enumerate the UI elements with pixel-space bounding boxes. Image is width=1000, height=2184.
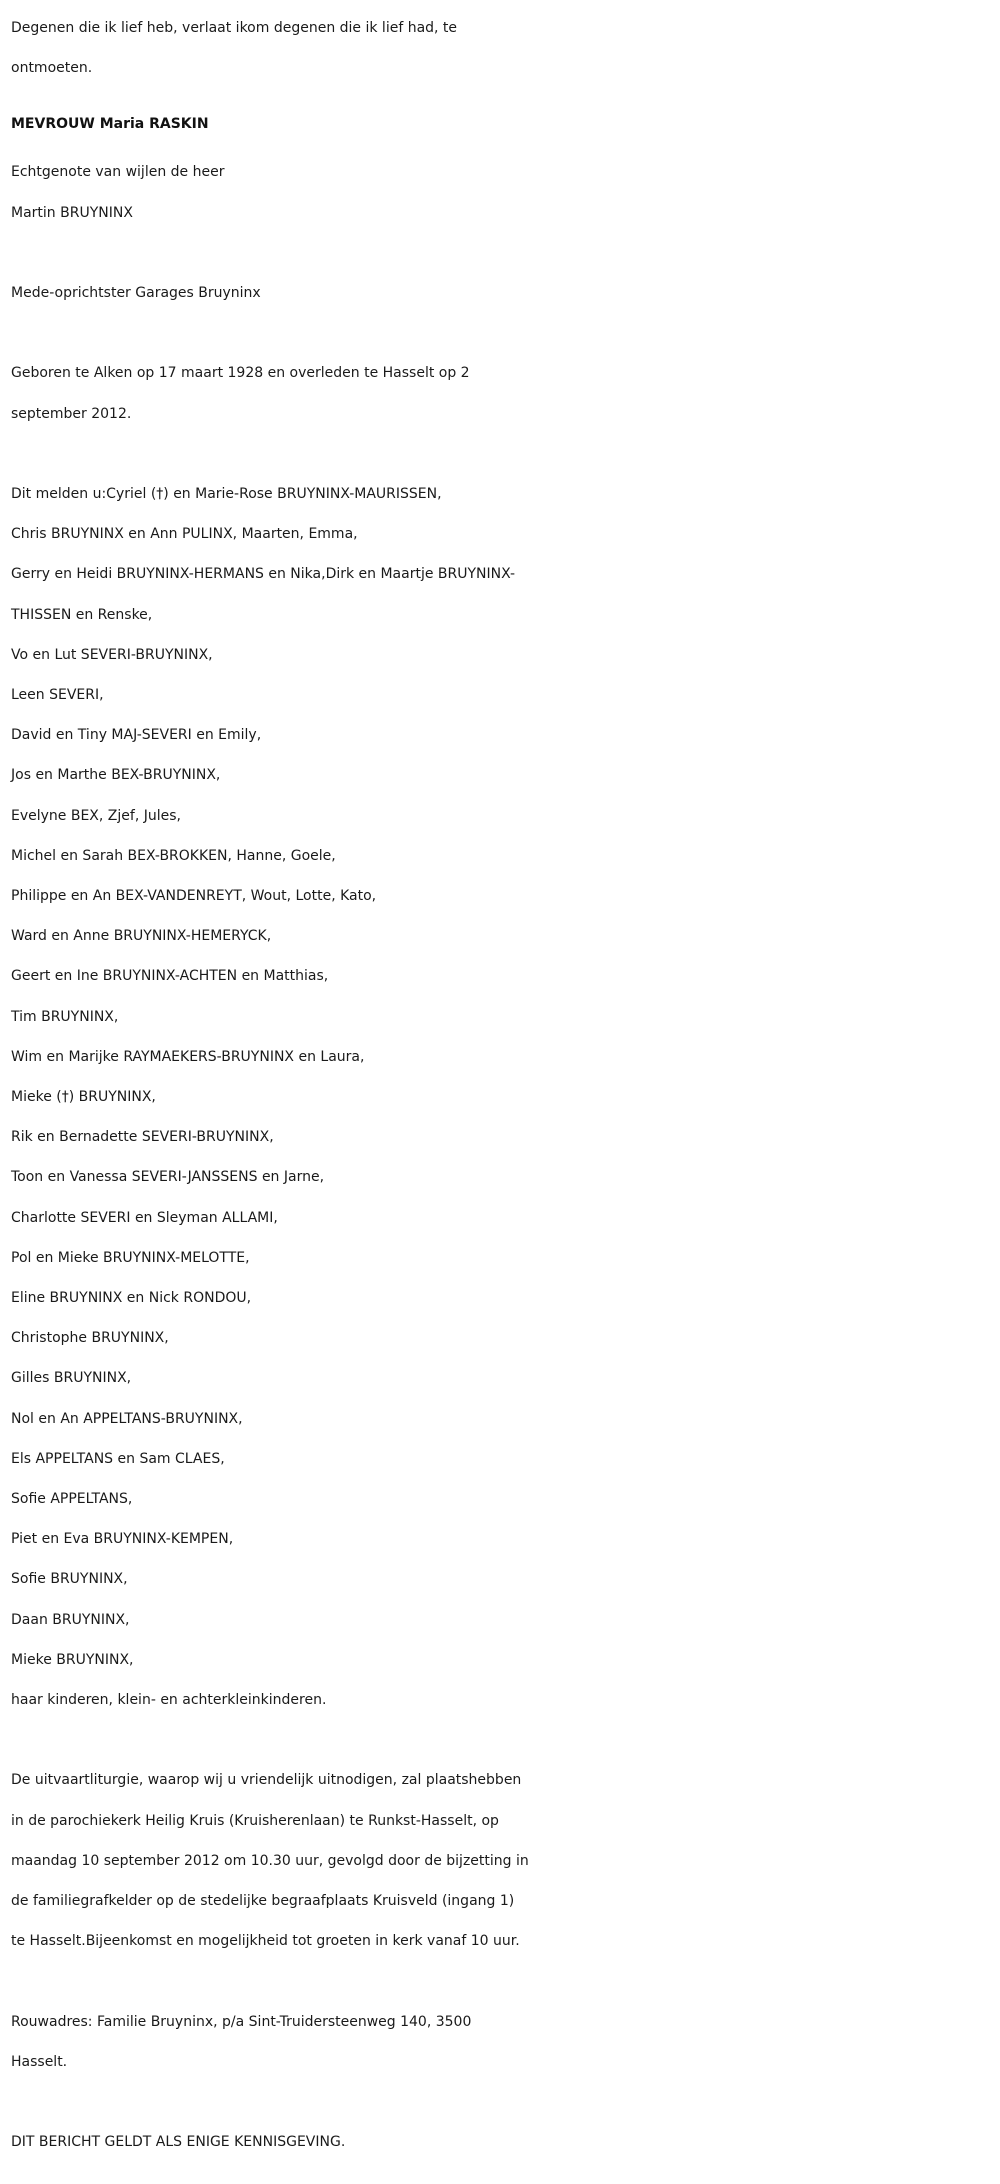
family-line: Mieke BRUYNINX, <box>11 1651 134 1668</box>
ceremony-line: de familiegrafkelder op de stedelijke begraafplaats Kruisveld (ingang 1) <box>11 1893 515 1910</box>
family-line: Ward en Anne BRUYNINX-HEMERYCK, <box>11 928 272 945</box>
spacer <box>11 434 988 474</box>
intro-line: Degenen die ik lief heb, verlaat ikom degenen die ik lief had, te <box>11 20 458 36</box>
spouse-line: Martin BRUYNINX <box>11 204 133 221</box>
intro-quote <box>11 8 988 88</box>
intro-line: ontmoeten. <box>11 60 93 77</box>
ceremony-line: in de parochiekerk Heilig Kruis (Kruisherenlaan) te Runkst-Hasselt, op <box>11 1812 499 1829</box>
family-line: Gilles BRUYNINX, <box>11 1370 132 1387</box>
birth-line: september 2012. <box>11 405 132 422</box>
family-line: Dit melden u:Cyriel (†) en Marie-Rose BRUYNINX-MAURISSEN, <box>11 485 442 502</box>
ceremony-line: De uitvaartliturgie, waarop wij u vriendelijk uitnodigen, zal plaatshebben <box>11 1772 522 1789</box>
ceremony-line: te Hasselt.Bijeenkomst en mogelijkheid tot groeten in kerk vanaf 10 uur. <box>11 1933 520 1950</box>
family-line: haar kinderen, klein- en achterkleinkinderen. <box>11 1692 327 1709</box>
family-line: Jos en Marthe BEX-BRUYNINX, <box>11 767 221 784</box>
spacer <box>11 1720 988 1760</box>
family-line: Sofie BRUYNINX, <box>11 1571 128 1588</box>
family-line: Evelyne BEX, Zjef, Jules, <box>11 807 181 824</box>
deceased-name-heading: MEVROUW Maria RASKIN <box>11 116 209 133</box>
family-line: Gerry en Heidi BRUYNINX-HERMANS en Nika,Dirk en Maartje BRUYNINX- <box>11 566 516 583</box>
family-line: Eline BRUYNINX en Nick RONDOU, <box>11 1290 252 1307</box>
family-line: Michel en Sarah BEX-BROKKEN, Hanne, Goele, <box>11 847 336 864</box>
birth-death-info <box>11 353 988 433</box>
family-line: Wim en Marijke RAYMAEKERS-BRUYNINX en Laura, <box>11 1048 365 1065</box>
family-line: THISSEN en Renske, <box>11 606 153 623</box>
family-line: Vo en Lut SEVERI-BRUYNINX, <box>11 646 213 663</box>
spouse-line: Echtgenote van wijlen de heer <box>11 164 225 181</box>
address-info <box>11 2002 988 2082</box>
family-line: Els APPELTANS en Sam CLAES, <box>11 1450 225 1467</box>
family-line: David en Tiny MAJ-SEVERI en Emily, <box>11 727 262 744</box>
ceremony-line: maandag 10 september 2012 om 10.30 uur, gevolgd door de bijzetting in <box>11 1852 529 1869</box>
family-line: Mieke (†) BRUYNINX, <box>11 1089 156 1106</box>
family-line: Nol en An APPELTANS-BRUYNINX, <box>11 1410 243 1427</box>
family-line: Charlotte SEVERI en Sleyman ALLAMI, <box>11 1209 278 1226</box>
family-line: Toon en Vanessa SEVERI-JANSSENS en Jarne, <box>11 1169 325 1186</box>
spouse-info <box>11 152 988 232</box>
spacer <box>11 1961 988 2001</box>
birth-line: Geboren te Alken op 17 maart 1928 en overleden te Hasselt op 2 <box>11 365 470 382</box>
family-line: Pol en Mieke BRUYNINX-MELOTTE, <box>11 1249 250 1266</box>
spacer <box>11 2082 988 2122</box>
family-line: Rik en Bernadette SEVERI-BRUYNINX, <box>11 1129 274 1146</box>
address-line: Rouwadres: Familie Bruyninx, p/a Sint-Truidersteenweg 140, 3500 <box>11 2013 472 2030</box>
family-line: Chris BRUYNINX en Ann PULINX, Maarten, Emma, <box>11 526 358 543</box>
address-line: Hasselt. <box>11 2053 68 2070</box>
family-line: Philippe en An BEX-VANDENREYT, Wout, Lotte, Kato, <box>11 888 377 905</box>
spacer <box>11 313 988 353</box>
family-line: Christophe BRUYNINX, <box>11 1330 169 1347</box>
family-line: Geert en Ine BRUYNINX-ACHTEN en Matthias, <box>11 968 329 985</box>
family-line: Sofie APPELTANS, <box>11 1491 133 1508</box>
family-list <box>11 474 988 1720</box>
family-line: Tim BRUYNINX, <box>11 1008 119 1025</box>
role-line: Mede-oprichtster Garages Bruyninx <box>11 285 261 301</box>
ceremony-info <box>11 1760 988 1961</box>
notice-line: DIT BERICHT GELDT ALS ENIGE KENNISGEVING. <box>11 2134 346 2151</box>
family-line: Leen SEVERI, <box>11 687 104 703</box>
family-line: Piet en Eva BRUYNINX-KEMPEN, <box>11 1531 234 1548</box>
spacer <box>11 233 988 273</box>
family-line: Daan BRUYNINX, <box>11 1611 130 1628</box>
